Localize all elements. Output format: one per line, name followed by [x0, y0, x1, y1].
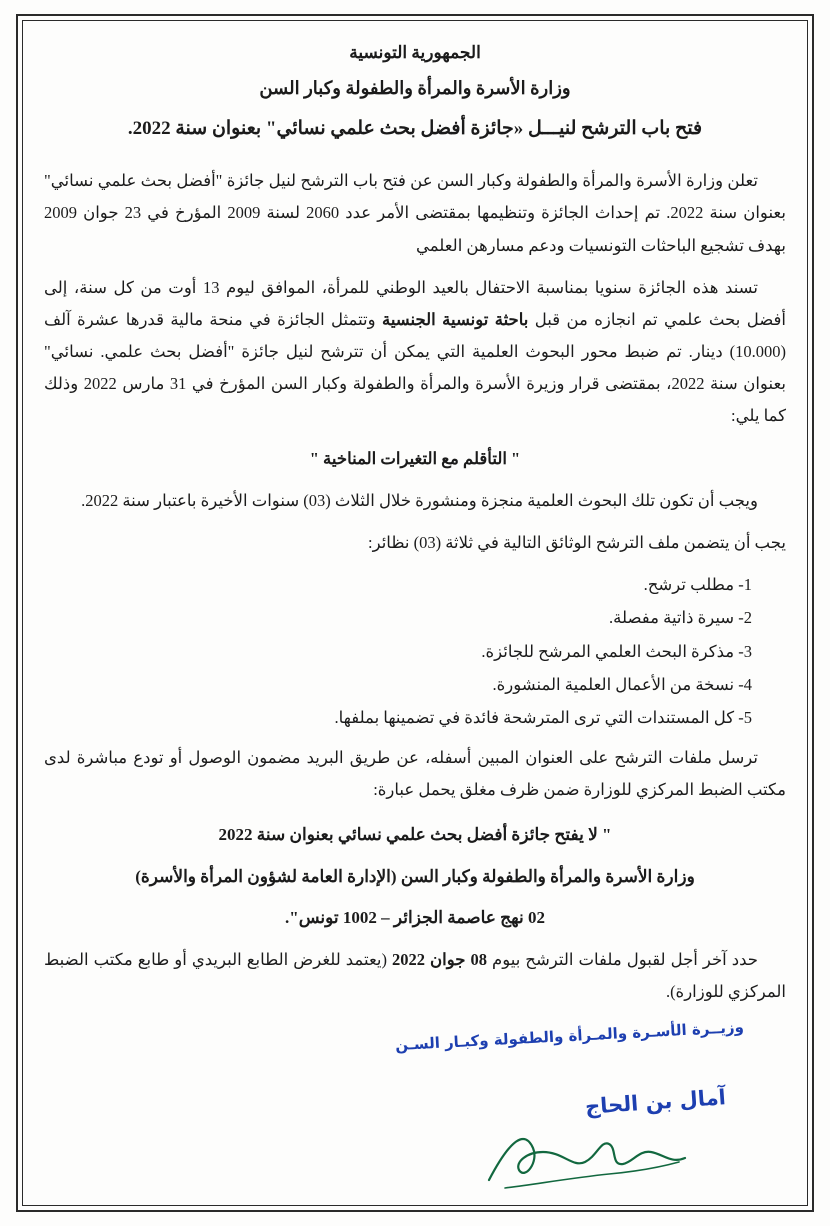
paragraph-award-details-bold: باحثة تونسية الجنسية — [381, 309, 529, 329]
signature-title: وزيــرة الأسـرة والمـرأة والطفولة وكبـار السـن — [394, 1018, 745, 1055]
envelope-line-3: 02 نهج عاصمة الجزائر – 1002 تونس". — [285, 907, 545, 927]
paragraph-submission: ترسل ملفات الترشح على العنوان المبين أسفله، عن طريق البريد مضمون الوصول أو تودع مباشرة لدى مكتب الضبط المركزي للوزارة ضمن ظرف مغلق يحمل عبارة: — [44, 748, 786, 800]
header-ministry: وزارة الأسرة والمرأة والطفولة وكبار السن — [259, 78, 571, 99]
list-item: 4- نسخة من الأعمال العلمية المنشورة. — [492, 674, 752, 694]
award-theme: " التأقلم مع التغيرات المناخية " — [309, 448, 521, 468]
list-item: 2- سيرة ذاتية مفصلة. — [609, 608, 752, 628]
paragraph-deadline-part1: حدد آخر أجل لقبول ملفات الترشح بيوم — [486, 949, 758, 969]
paragraph-award-details-part2: وتتمثل الجائزة في منحة مالية قدرها عشرة آلف (10.000) دينار. تم ضبط محور البحوث العلمية التي يمكن أن تترشح لنيل جائزة "أفضل بحث علمي. نسائي" بعنوان سنة 2022، بمقتضى قرار وزيرة الأسرة والمرأة والطفولة وكبار السن المؤرخ في 31 مارس 2022 وذلك كما يلي: — [44, 309, 786, 426]
paragraph-intro: تعلن وزارة الأسرة والمرأة والطفولة وكبار السن عن فتح باب الترشح لنيل جائزة "أفضل بحث علمي نسائي" بعنوان سنة 2022. تم إحداث الجائزة وتنظيمها بمقتضى الأمر عدد 2060 لسنة 2009 المؤرخ في 23 جوان 2009 بهدف تشجيع الباحثات التونسيات ودعم مسارهن العلمي — [44, 171, 786, 255]
paragraph-publication-requirement: ويجب أن تكون تلك البحوث العلمية منجزة ومنشورة خلال الثلاث (03) سنوات الأخيرة باعتبار سنة 2022. — [81, 490, 758, 510]
documents-list — [44, 569, 786, 734]
header-title: فتح باب الترشح لنيـــل «جائزة أفضل بحث علمي نسائي" بعنوان سنة 2022. — [127, 118, 703, 140]
list-item: 3- مذكرة البحث العلمي المرشح للجائزة. — [481, 641, 752, 661]
paragraph-deadline-bold: 08 جوان 2022 — [392, 949, 487, 969]
header-republic: الجمهورية التونسية — [349, 43, 481, 62]
paragraph-file-requirements: يجب أن يتضمن ملف الترشح الوثائق التالية في ثلاثة (03) نظائر: — [368, 533, 786, 552]
envelope-address-block — [44, 818, 786, 933]
signature-name: آمال بن الحاج — [584, 1085, 727, 1120]
paragraph-award-details-part1: تسند هذه الجائزة سنويا بمناسبة الاحتفال بالعيد الوطني للمرأة، الموافق ليوم 13 أوت من كل سنة، إلى أفضل بحث علمي تم انجازه من قبل — [44, 277, 786, 329]
paragraph-award-details — [44, 272, 786, 433]
signature-area — [44, 1018, 786, 1216]
list-item: 1- مطلب ترشح. — [643, 575, 752, 595]
handwritten-signature-icon — [481, 1118, 691, 1208]
envelope-line-2: وزارة الأسرة والمرأة والطفولة وكبار السن (الإدارة العامة لشؤون المرأة والأسرة) — [135, 866, 695, 886]
paragraph-deadline-part2: (يعتمد للغرض الطابع البريدي أو طابع مكتب الضبط المركزي للوزارة). — [44, 949, 786, 1001]
paragraph-deadline — [44, 944, 786, 1008]
list-item: 5- كل المستندات التي ترى المترشحة فائدة في تضمينها بملفها. — [334, 707, 752, 727]
envelope-line-1: " لا يفتح جائزة أفضل بحث علمي نسائي بعنوان سنة 2022 — [218, 825, 612, 845]
document-content — [44, 36, 786, 1190]
